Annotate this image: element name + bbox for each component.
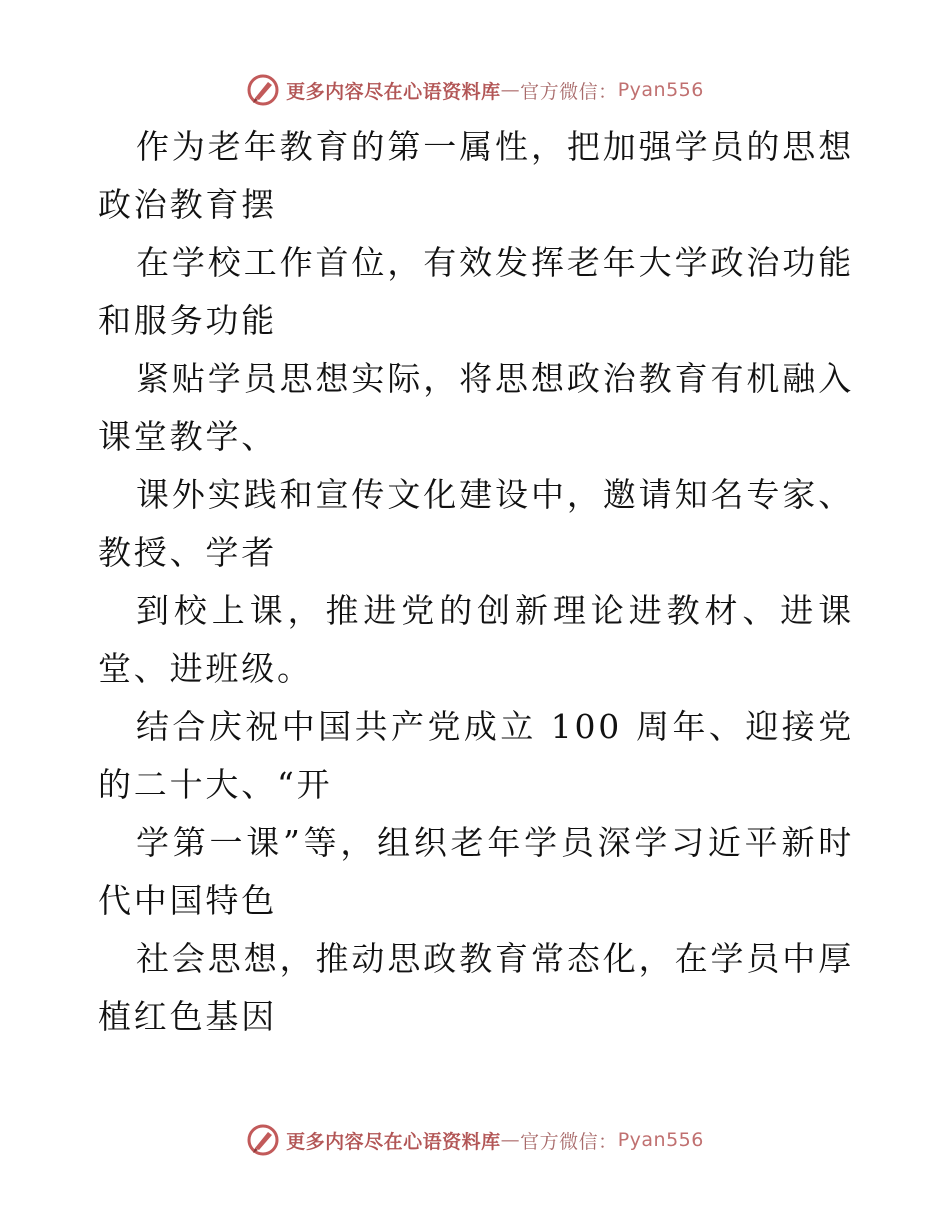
paragraph-5: 到校上课，推进党的创新理论进教材、进课堂、进班级。 — [98, 591, 854, 688]
pen-circle-icon — [246, 73, 280, 107]
watermark-wechat-id: Pyan556 — [617, 1129, 704, 1151]
footer-watermark — [0, 1120, 950, 1160]
watermark-site-text: 更多内容尽在心语资料库 — [286, 80, 501, 103]
pen-circle-icon — [246, 1123, 280, 1157]
paragraph-3: 紧贴学员思想实际，将思想政治教育有机融入课堂教学、 — [98, 359, 854, 456]
paragraph-6: 结合庆祝中国共产党成立 100 周年、迎接党的二十大、“开 — [98, 707, 854, 804]
watermark-separator: — — [500, 1129, 521, 1151]
watermark-wechat-id: Pyan556 — [617, 79, 704, 101]
watermark-wechat-label: 官方微信： — [520, 80, 618, 103]
paragraph-2: 在学校工作首位，有效发挥老年大学政治功能和服务功能 — [98, 243, 854, 340]
watermark-separator: — — [500, 79, 521, 101]
paragraph-8: 社会思想，推动思政教育常态化，在学员中厚植红色基因 — [98, 939, 854, 1036]
document-body — [98, 118, 854, 1046]
header-watermark — [0, 70, 950, 110]
paragraph-7: 学第一课”等，组织老年学员深学习近平新时代中国特色 — [98, 823, 854, 920]
watermark-wechat-label: 官方微信： — [520, 1130, 618, 1153]
paragraph-1: 作为老年教育的第一属性，把加强学员的思想政治教育摆 — [98, 127, 854, 224]
watermark-site-text: 更多内容尽在心语资料库 — [286, 1130, 501, 1153]
paragraph-4: 课外实践和宣传文化建设中，邀请知名专家、教授、学者 — [98, 475, 854, 572]
